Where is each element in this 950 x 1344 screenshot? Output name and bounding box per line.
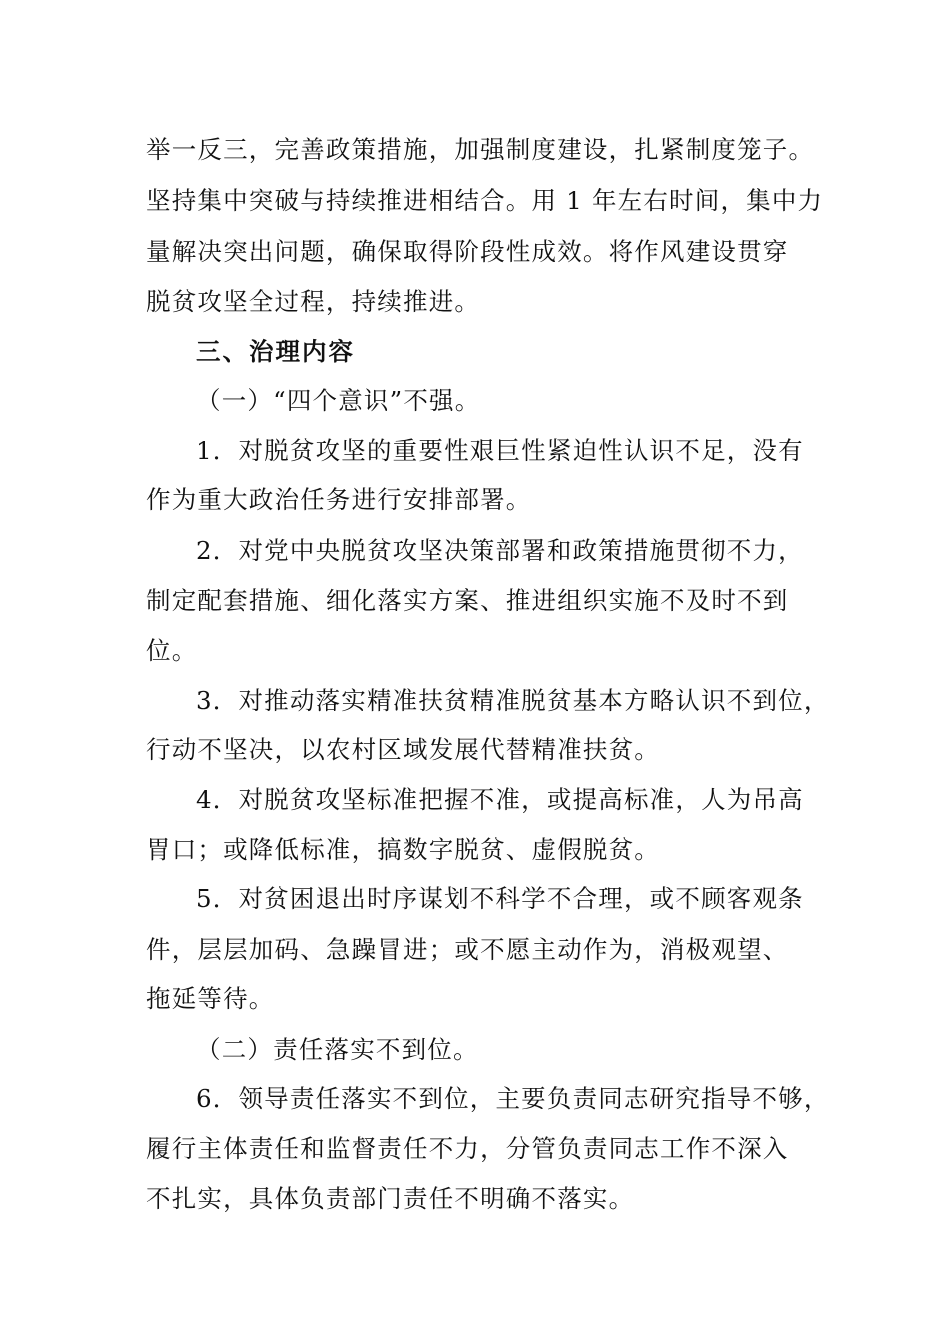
subsection-heading: （二）责任落实不到位。 <box>196 1035 479 1064</box>
body-text-line: 脱贫攻坚全过程，持续推进。 <box>146 287 481 316</box>
body-text-line: 位。 <box>146 636 198 665</box>
body-text-line: 举一反三，完善政策措施，加强制度建设，扎紧制度笼子。 <box>146 135 815 164</box>
body-text-line: 量解决突出问题，确保取得阶段性成效。将作风建设贯穿 <box>146 237 789 266</box>
body-text-line: 坚持集中突破与持续推进相结合。用 1 年左右时间，集中力 <box>146 186 824 215</box>
body-text-line: 履行主体责任和监督责任不力，分管负责同志工作不深入 <box>146 1134 789 1163</box>
list-item-5: 5．对贫困退出时序谋划不科学不合理，或不顾客观条 <box>196 884 804 913</box>
body-text-line: 件，层层加码、急躁冒进；或不愿主动作为，消极观望、 <box>146 935 789 964</box>
section-heading: 三、治理内容 <box>196 337 355 366</box>
body-text-line: 拖延等待。 <box>146 984 275 1013</box>
subsection-heading: （一）“四个意识”不强。 <box>196 386 481 415</box>
list-item-3: 3．对推动落实精准扶贫精准脱贫基本方略认识不到位， <box>196 686 830 715</box>
body-text-line: 行动不坚决，以农村区域发展代替精准扶贫。 <box>146 735 660 764</box>
list-item-6: 6．领导责任落实不到位，主要负责同志研究指导不够， <box>196 1084 830 1113</box>
list-item-4: 4．对脱贫攻坚标准把握不准，或提高标准，人为吊高 <box>196 785 804 814</box>
list-item-1: 1．对脱贫攻坚的重要性艰巨性紧迫性认识不足，没有 <box>196 436 804 465</box>
body-text-line: 不扎实，具体负责部门责任不明确不落实。 <box>146 1184 635 1213</box>
body-text-line: 制定配套措施、细化落实方案、推进组织实施不及时不到 <box>146 586 789 615</box>
list-item-2: 2．对党中央脱贫攻坚决策部署和政策措施贯彻不力， <box>196 536 804 565</box>
body-text-line: 作为重大政治任务进行安排部署。 <box>146 485 532 514</box>
body-text-line: 胃口；或降低标准，搞数字脱贫、虚假脱贫。 <box>146 835 660 864</box>
